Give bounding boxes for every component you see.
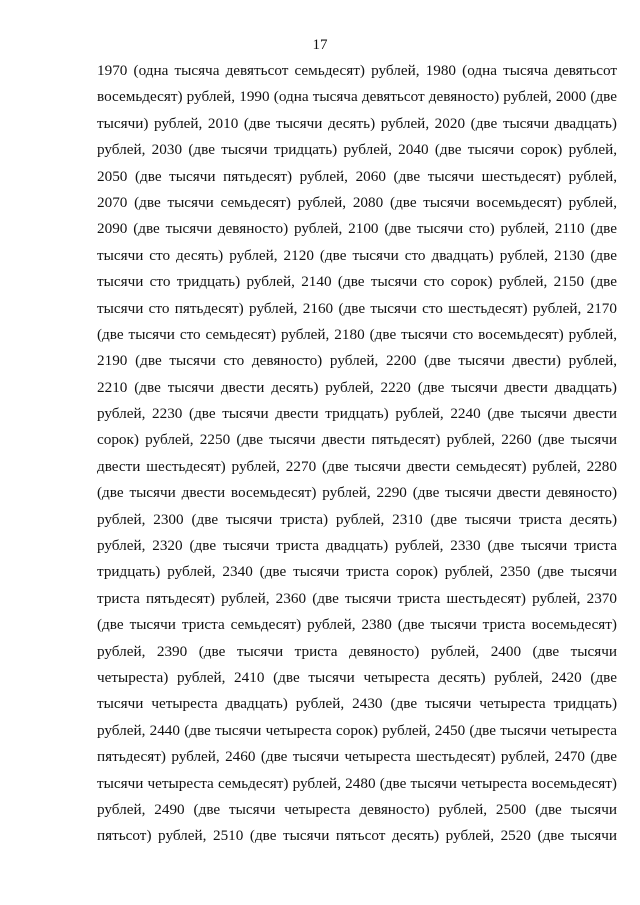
text-line: тридцать) рублей, 2340 (две тысячи триста сорок) рублей, 2350 (две тысячи bbox=[97, 563, 617, 581]
text-line: 2090 (две тысячи девяносто) рублей, 2100 (две тысячи сто) рублей, 2110 (две bbox=[97, 220, 617, 238]
text-line: 2210 (две тысячи двести десять) рублей, 2220 (две тысячи двести двадцать) bbox=[97, 378, 617, 396]
text-line: (две тысячи триста семьдесят) рублей, 2380 (две тысячи триста восемьдесят) bbox=[97, 616, 617, 634]
text-line: восемьдесят) рублей, 1990 (одна тысяча девятьсот девяносто) рублей, 2000 (две bbox=[97, 88, 617, 106]
text-line: триста пятьдесят) рублей, 2360 (две тысячи триста шестьдесят) рублей, 2370 bbox=[97, 589, 617, 607]
text-line: двести шестьдесят) рублей, 2270 (две тысячи двести семьдесят) рублей, 2280 bbox=[97, 457, 617, 475]
page-number: 17 bbox=[312, 37, 328, 53]
text-line: пятьдесят) рублей, 2460 (две тысячи четыреста шестьдесят) рублей, 2470 (две bbox=[97, 748, 617, 766]
text-line: 2070 (две тысячи семьдесят) рублей, 2080 (две тысячи восемьдесят) рублей, bbox=[97, 193, 617, 211]
text-line: сорок) рублей, 2250 (две тысячи двести пятьдесят) рублей, 2260 (две тысячи bbox=[97, 431, 617, 449]
text-line: (две тысячи двести восемьдесят) рублей, 2290 (две тысячи двести девяносто) bbox=[97, 484, 617, 502]
text-line: (две тысячи сто семьдесят) рублей, 2180 (две тысячи сто восемьдесят) рублей, bbox=[97, 325, 617, 343]
text-line: рублей, 2390 (две тысячи триста девяносто) рублей, 2400 (две тысячи bbox=[97, 642, 617, 660]
text-line: тысячи четыреста двадцать) рублей, 2430 (две тысячи четыреста тридцать) bbox=[97, 695, 617, 713]
body-text bbox=[97, 58, 617, 850]
text-line: тысячи) рублей, 2010 (две тысячи десять) рублей, 2020 (две тысячи двадцать) bbox=[97, 114, 617, 132]
text-line: 1970 (одна тысяча девятьсот семьдесят) рублей, 1980 (одна тысяча девятьсот bbox=[97, 62, 617, 79]
text-line: четыреста) рублей, 2410 (две тысячи четыреста десять) рублей, 2420 (две bbox=[97, 668, 617, 686]
text-line: рублей, 2490 (две тысячи четыреста девяносто) рублей, 2500 (две тысячи bbox=[97, 800, 617, 818]
text-line: пятьсот) рублей, 2510 (две тысячи пятьсот десять) рублей, 2520 (две тысячи bbox=[97, 827, 617, 845]
text-line: тысячи сто тридцать) рублей, 2140 (две тысячи сто сорок) рублей, 2150 (две bbox=[97, 273, 617, 291]
text-line: тысячи четыреста семьдесят) рублей, 2480 (две тысячи четыреста восемьдесят) bbox=[97, 774, 617, 792]
text-line: рублей, 2300 (две тысячи триста) рублей, 2310 (две тысячи триста десять) bbox=[97, 510, 617, 528]
text-line: тысячи сто десять) рублей, 2120 (две тысячи сто двадцать) рублей, 2130 (две bbox=[97, 246, 617, 264]
text-line: рублей, 2230 (две тысячи двести тридцать) рублей, 2240 (две тысячи двести bbox=[97, 405, 617, 423]
text-line: рублей, 2320 (две тысячи триста двадцать) рублей, 2330 (две тысячи триста bbox=[97, 537, 617, 555]
text-line: рублей, 2030 (две тысячи тридцать) рублей, 2040 (две тысячи сорок) рублей, bbox=[97, 141, 617, 159]
text-line: 2050 (две тысячи пятьдесят) рублей, 2060 (две тысячи шестьдесят) рублей, bbox=[97, 167, 617, 185]
text-line: рублей, 2440 (две тысячи четыреста сорок) рублей, 2450 (две тысячи четыреста bbox=[97, 721, 617, 739]
text-line: тысячи сто пятьдесят) рублей, 2160 (две тысячи сто шестьдесят) рублей, 2170 bbox=[97, 299, 617, 317]
text-line: 2190 (две тысячи сто девяносто) рублей, 2200 (две тысячи двести) рублей, bbox=[97, 352, 617, 370]
